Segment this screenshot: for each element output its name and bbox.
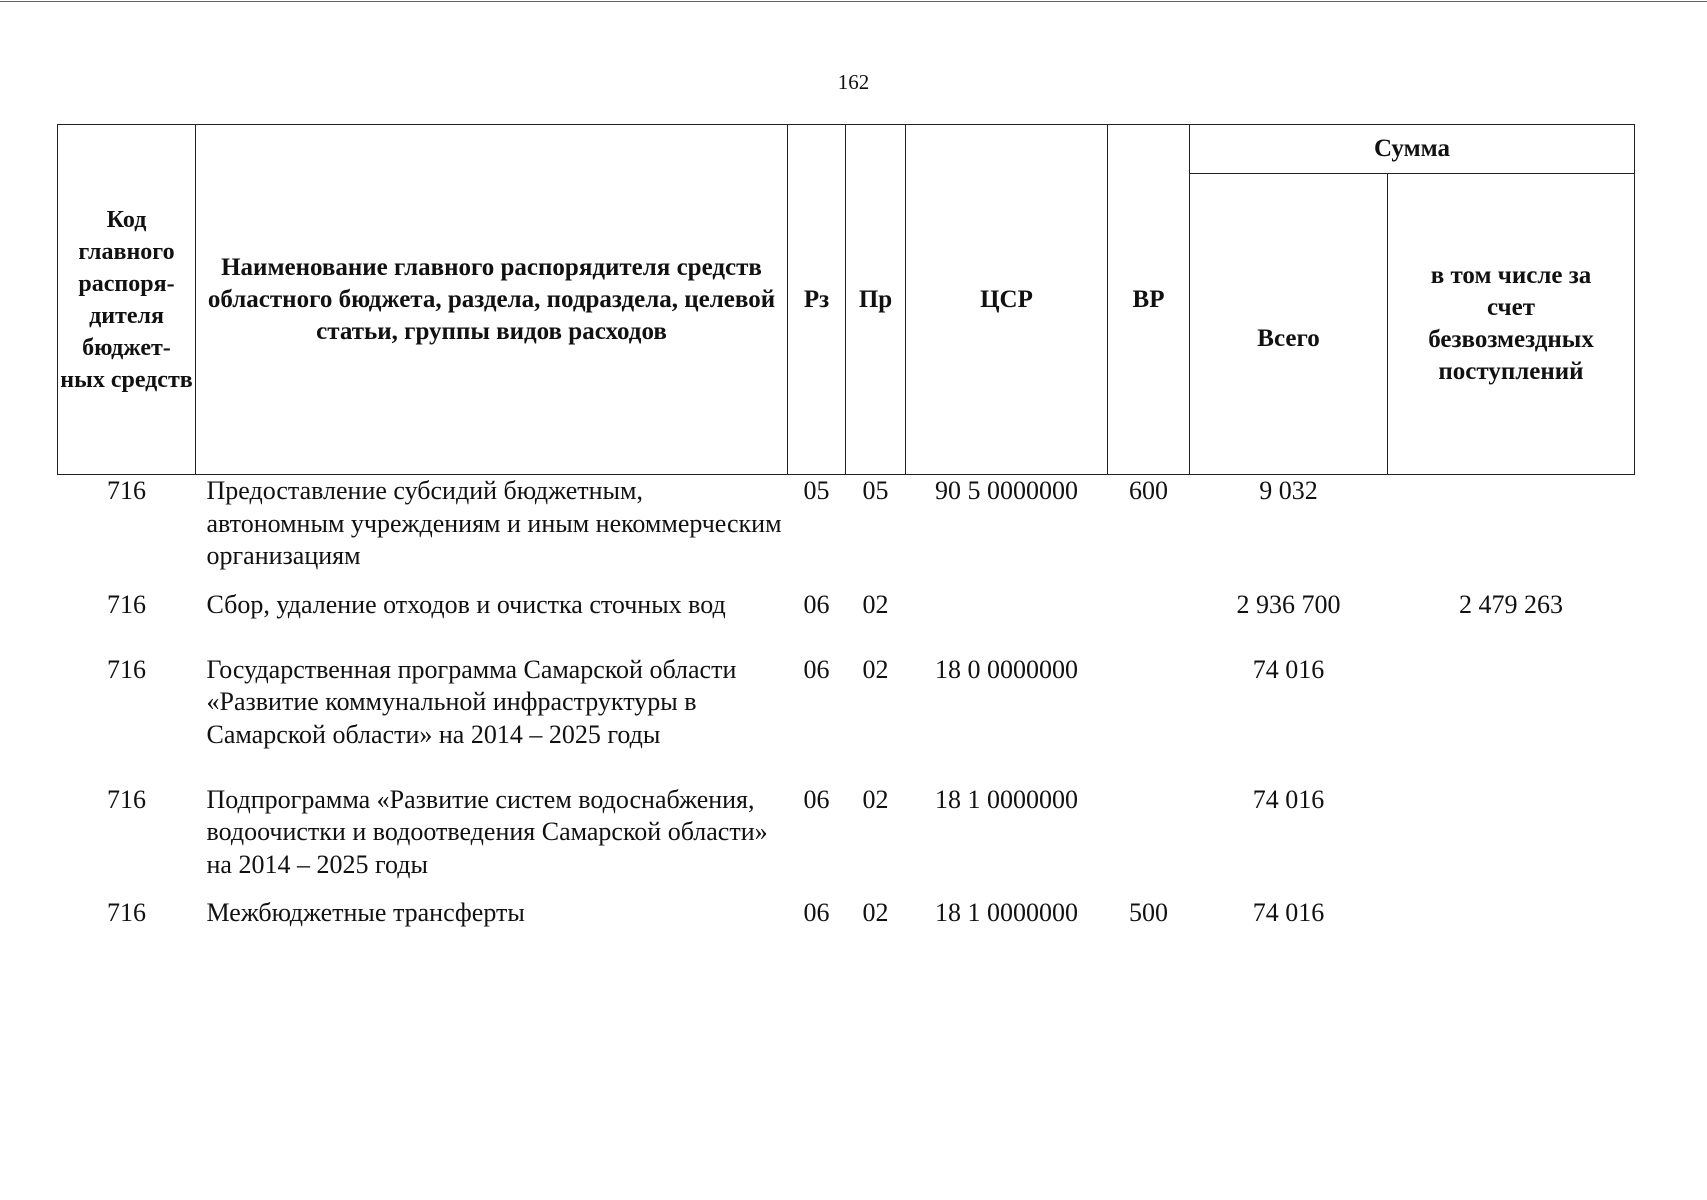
- cell-csr: 18 1 0000000: [935, 784, 1078, 814]
- cell-pr: 05: [862, 476, 889, 505]
- cell-pr: 02: [862, 654, 889, 684]
- table-header: [58, 125, 1635, 475]
- header-code: Код главного распоря-дителя бюджет-ных средств: [58, 125, 196, 475]
- header-name: Наименование главного распорядителя средств областного бюджета, раздела, подраздела, целевой статьи, группы видов расходов: [196, 125, 788, 475]
- budget-expenditure-table: [57, 124, 1635, 937]
- cell-rz: 06: [803, 784, 830, 814]
- cell-pr: 02: [862, 589, 889, 619]
- cell-grants: [1388, 475, 1635, 589]
- table-body: [58, 475, 1635, 937]
- scan-edge-line: [0, 1, 1707, 2]
- header-csr: ЦСР: [906, 125, 1108, 475]
- table-row: [58, 897, 1635, 937]
- table-row: [58, 654, 1635, 784]
- cell-pr: 02: [862, 784, 889, 814]
- table-row: [58, 784, 1635, 897]
- cell-name: Сбор, удаление отходов и очистка сточных вод: [206, 589, 726, 619]
- header-pr: Пр: [846, 125, 906, 475]
- cell-vr: [1108, 589, 1190, 654]
- cell-grants: 2 479 263: [1459, 589, 1563, 619]
- cell-total: 2 936 700: [1236, 589, 1341, 619]
- header-total: Всего: [1190, 174, 1388, 475]
- header-grants: в том числе за счет безвозмездных поступлений: [1388, 174, 1635, 475]
- cell-csr: [906, 589, 1108, 654]
- cell-total: 74 016: [1252, 784, 1325, 814]
- cell-csr: 18 1 0000000: [935, 897, 1078, 927]
- cell-total: 9 032: [1259, 476, 1318, 505]
- cell-grants: [1388, 654, 1635, 784]
- cell-vr: [1108, 784, 1190, 897]
- cell-name: Предоставление субсидий бюджетным, автономным учреждениям и иным некоммерческим организациям: [206, 476, 782, 570]
- cell-csr: 90 5 0000000: [935, 476, 1078, 505]
- cell-grants: [1388, 784, 1635, 897]
- page-number: 162: [837, 70, 870, 94]
- cell-csr: 18 0 0000000: [935, 654, 1078, 684]
- cell-code: 716: [107, 784, 146, 814]
- cell-vr: 500: [1129, 897, 1168, 927]
- cell-code: 716: [107, 589, 146, 619]
- cell-vr: [1108, 654, 1190, 784]
- cell-name: Межбюджетные трансферты: [206, 897, 525, 927]
- cell-vr: 600: [1129, 476, 1168, 505]
- cell-rz: 06: [803, 654, 830, 684]
- cell-grants: [1388, 897, 1635, 937]
- table-row: [58, 475, 1635, 589]
- cell-code: 716: [107, 897, 146, 927]
- cell-pr: 02: [862, 897, 889, 927]
- cell-total: 74 016: [1252, 654, 1325, 684]
- table-row: [58, 589, 1635, 654]
- cell-code: 716: [107, 654, 146, 684]
- header-vr: ВР: [1108, 125, 1190, 475]
- header-sum: Сумма: [1190, 125, 1635, 174]
- cell-name: Подпрограмма «Развитие систем водоснабжения, водоочистки и водоотведения Самарской области» на 2014 – 2025 годы: [206, 784, 768, 879]
- cell-rz: 06: [803, 589, 830, 619]
- cell-rz: 06: [803, 897, 830, 927]
- cell-name: Государственная программа Самарской области «Развитие коммунальной инфраструктуры в Самарской области» на 2014 – 2025 годы: [206, 654, 737, 749]
- cell-total: 74 016: [1252, 897, 1325, 927]
- header-rz: Рз: [788, 125, 846, 475]
- cell-rz: 05: [803, 476, 830, 505]
- cell-code: 716: [107, 476, 146, 505]
